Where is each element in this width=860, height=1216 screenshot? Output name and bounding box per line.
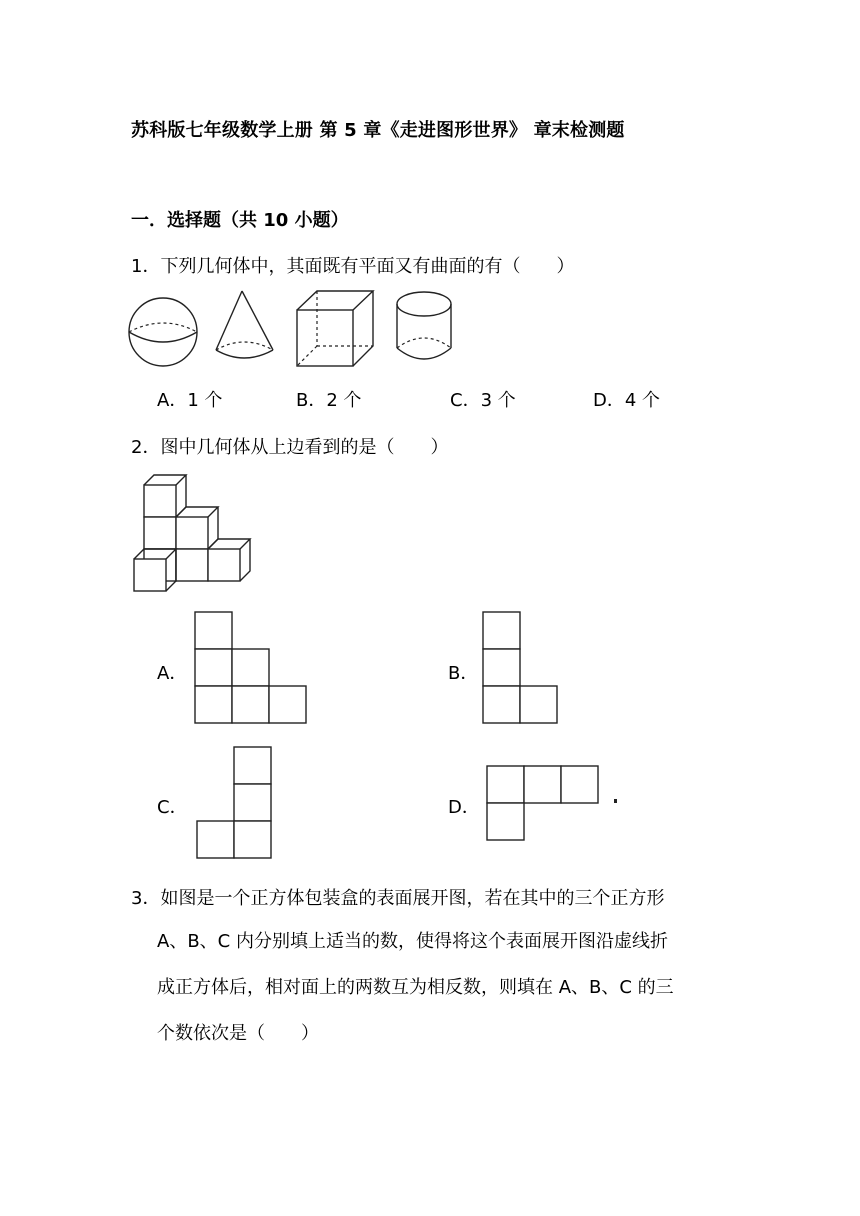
cube-icon bbox=[295, 290, 377, 368]
q2-option-b[interactable]: B． bbox=[448, 663, 479, 684]
q1-option-a[interactable]: A．1 个 bbox=[157, 390, 223, 411]
question-3-line-3: 成正方体后，相对面上的两数互为相反数，则填在 A、B、C 的三 bbox=[157, 977, 674, 998]
question-3-line-2: A、B、C 内分别填上适当的数，使得将这个表面展开图沿虚线折 bbox=[157, 931, 668, 952]
section-heading: 一．选择题（共 10 小题） bbox=[131, 210, 349, 231]
sphere-icon bbox=[128, 296, 200, 368]
q2-option-b-figure bbox=[482, 611, 562, 726]
q2-option-c[interactable]: C． bbox=[157, 797, 188, 818]
q2-option-a-figure bbox=[194, 611, 310, 726]
cone-icon bbox=[213, 290, 285, 366]
cylinder-icon bbox=[396, 290, 456, 366]
question-1-stem: 1．下列几何体中，其面既有平面又有曲面的有（ ） bbox=[131, 256, 575, 277]
question-2-stem: 2．图中几何体从上边看到的是（ ） bbox=[131, 437, 449, 458]
stacked-cubes-figure bbox=[128, 470, 253, 590]
page-title: 苏科版七年级数学上册 第 5 章《走进图形世界》 章末检测题 bbox=[131, 120, 625, 141]
q2-option-d-figure bbox=[486, 765, 616, 845]
q2-option-a[interactable]: A． bbox=[157, 663, 188, 684]
q2-option-c-figure bbox=[196, 746, 276, 861]
question-3-line-4: 个数依次是（ ） bbox=[157, 1023, 319, 1044]
q1-option-b[interactable]: B．2 个 bbox=[296, 390, 362, 411]
question-3-line-1: 3．如图是一个正方体包装盒的表面展开图，若在其中的三个正方形 bbox=[131, 888, 665, 909]
q2-option-d[interactable]: D． bbox=[448, 797, 480, 818]
q1-option-d[interactable]: D．4 个 bbox=[593, 390, 661, 411]
q1-option-c[interactable]: C．3 个 bbox=[450, 390, 516, 411]
